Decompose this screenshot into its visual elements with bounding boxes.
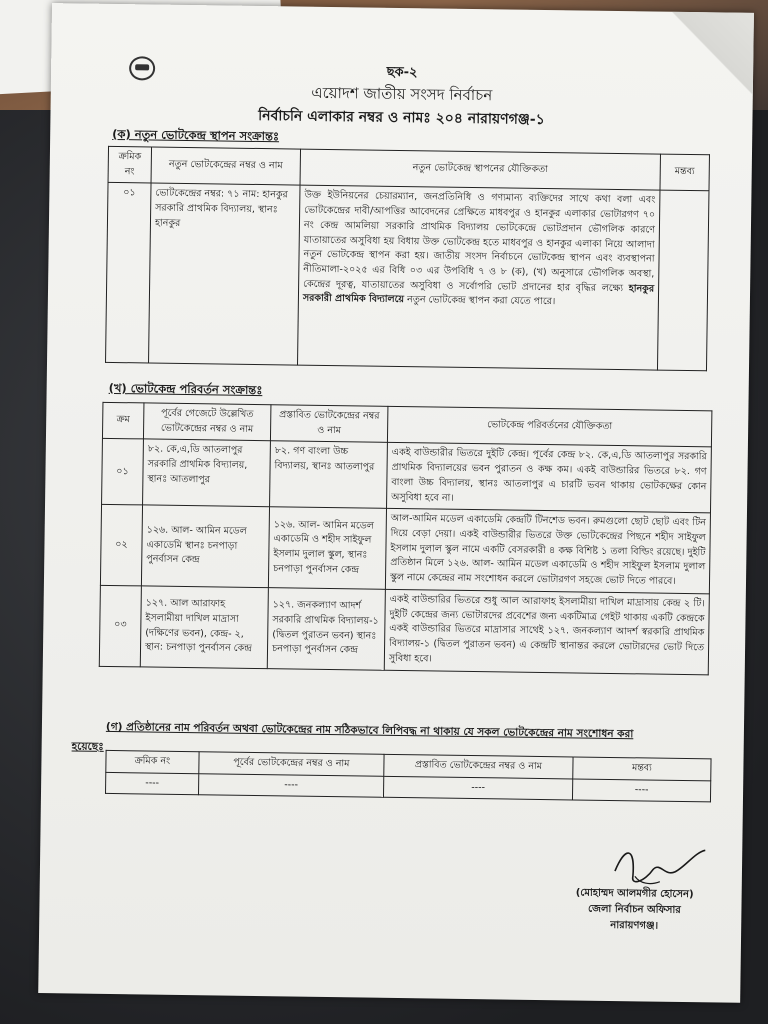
cell-proposed: ---- <box>383 776 572 800</box>
signatory-designation: জেলা নির্বাচন অফিসার <box>587 903 681 916</box>
reason-end-text: নতুন ভোটকেন্দ্র স্থাপন করা যেতে পারে। <box>406 294 556 308</box>
cell-remark <box>657 191 709 372</box>
table-row <box>100 505 710 594</box>
section-c-title <box>106 720 746 746</box>
section-a-title <box>112 126 279 147</box>
cell-reason <box>297 186 659 371</box>
col-reason: নতুন ভোটকেন্দ্র স্থাপনের যৌক্তিকতা <box>300 149 660 190</box>
col-serial: ক্রম <box>102 402 144 439</box>
signatory-name: (মোহাম্মদ আলমগীর হোসেন) <box>575 887 694 901</box>
signature-block <box>559 885 710 935</box>
cell-new-centre: ভোটকেন্দ্রের নম্বর: ৭১ নাম: হানকুর সরকারি প্রাথমিক বিদ্যালয়, স্থানঃ হানকুর <box>149 183 300 365</box>
new-centre-table <box>105 146 710 372</box>
cell-proposed: ১২৭. জনকল্যাণ আদর্শ সরকারি প্রাথমিক বিদ্যালয়-১ (দ্বিতল পুরাতন ভবন) স্থানঃ চনপাড়া পুনর্বাসন কেন্দ্র <box>267 588 385 670</box>
col-remark: মন্তব্য <box>573 757 711 781</box>
reason-text: উক্ত ইউনিয়নের চেয়ারম্যান, জনপ্রতিনিধি ও গণ্যমান্য ব্যক্তিদের সাথে কথা বলা এবং ভোটকেন্দ্রের দাবী/আপত্তির আবেদনের প্রেক্ষিতে মাধবপুর ও হানকুর এলাকার ভোটারগণ ৭০ নং কেন্দ্র আমলিয়া সরকারি প্রাথমিক বিদ্যালয় ভোটকেন্দ্রে ভোটপ্রদান ভৌগলিক কারণে যাতায়াতের অসুবিধা হয় বিধায় উক্ত ভোটকেন্দ্র হতে মাধবপুর ও হানকুর এলাকা নিয়ে আলাদা নতুন ভোটকেন্দ্র স্থাপন করা হয়। জাতীয় সংসদ নির্বাচনে ভোটকেন্দ্র স্থাপন এবং ব্যবস্থাপনা নীতিমালা-২০২৫ এর বিধি ০৩ এর উপবিধি ৭ ও ৮ (ক), (খ) অনুসারে ভৌগলিক অবস্থা, কেন্দ্রের দূরত্ব, যাতায়াতের অসুবিধা ও সর্বোপরি ভোট প্রদানের হার বৃদ্ধির লক্ষ্যে <box>303 190 656 294</box>
cell-previous: ১২৭. আল আরাফাহ ইসলামীয়া দাখিল মাদ্রাসা (দক্ষিণের ভবন), কেন্দ্র- ২, স্থান: চনপাড়া পুনর্বাসন কেন্দ্র <box>140 586 268 668</box>
col-new-centre: নতুন ভোটকেন্দ্রের নম্বর ও নাম <box>151 147 300 186</box>
col-proposed: প্রস্তাবিত ভোটকেন্দ্রের নম্বর ও নাম <box>270 405 387 443</box>
cell-reason: একই বাউন্ডারির ভিতরে শুধু আল আরাফাহ ইসলামীয়া দাখিল মাদ্রাসায় কেন্দ্র ২ টি। দুইটি কেন্দ্রের জন্য ভোটারদের প্রবেশের জন্য একটিমাত্র গেইট থাকায় একটি কেন্দ্রকে একই বাউন্ডারির ভিতরে মাদ্রাসার সাথেই ১২৭. জনকল্যাণ আদর্শ স্বরকারি প্রাথমিক বিদ্যালয়-১ (দ্বিতল পুরাতন ভবন) এ কেন্দ্রটি স্থানান্তর করলে ভোটারদের ভোট দিতে সুবিধা হবে। <box>384 589 709 674</box>
centre-change-table <box>99 402 713 675</box>
cell-serial: ---- <box>105 772 198 795</box>
table-row <box>99 585 709 674</box>
cell-proposed: ১২৬. আল- আমিন মডেল একাডেমি ও শহীদ সাইফুল ইসলাম দুলাল স্কুল, স্থানঃ চনপাড়া পুনর্বাসন কেন্দ্র <box>268 507 386 589</box>
table-row <box>106 183 709 371</box>
reason-bold-text: হানকুর সরকারী প্রাথমিক বিদ্যালয়ে <box>302 282 655 306</box>
cell-previous: ৮২. কে,এ,ডি আতলাপুর সরকারি প্রাথমিক বিদ্যালয়, স্থানঃ আতলাপুর <box>143 439 271 507</box>
section-a-title-text: (ক) নতুন ভোটকেন্দ্র স্থাপন সংক্রান্তঃ <box>112 126 280 144</box>
table-row <box>102 439 712 513</box>
document-page <box>38 3 754 1003</box>
signatory-district: নারায়ণগঞ্জ। <box>610 919 659 932</box>
cell-previous: ---- <box>198 773 383 797</box>
col-proposed: প্রস্তাবিত ভোটকেন্দ্রের নম্বর ও নাম <box>384 754 573 778</box>
col-previous: পূর্বের গেজেটে উল্লেখিত ভোটকেন্দ্রের নম্বর ও নাম <box>143 403 270 441</box>
handwritten-signature <box>605 841 716 893</box>
cell-proposed: ৮২. গণ বাংলা উচ্চ বিদ্যালয়, স্থানঃ আতলাপুর <box>270 441 388 509</box>
col-remark: মন্তব্য <box>660 154 710 191</box>
section-b-title-text: (খ) ভোটকেন্দ্র পরিবর্তন সংক্রান্তঃ <box>108 380 263 398</box>
name-correction-table <box>105 750 712 803</box>
section-b-title <box>109 380 263 401</box>
cell-remark: ---- <box>572 779 710 803</box>
section-c-title-text: (গ) প্রতিষ্ঠানের নাম পরিবর্তন অথবা ভোটকেন্দ্রের নাম সঠিকভাবে লিপিবদ্ধ না থাকায় যে সকল ভোটকেন্দ্রের নাম সংশোধন করা <box>105 720 634 741</box>
constituency-title: নির্বাচনি এলাকার নম্বর ও নামঃ ২০৪ নারায়ণগঞ্জ-১ <box>258 107 545 128</box>
section-c-title-cont <box>72 739 104 756</box>
col-serial: ক্রমিক নং <box>108 146 152 183</box>
cell-reason: একই বাউন্ডারীর ভিতরে দুইটি কেন্দ্র। পূর্বের কেন্দ্র ৮২. কে,এ,ডি আতলাপুর সরকারি প্রাথমিক বিদ্যালয়ের ভবন পুরাতন ও কক্ষ কম। একই বাউন্ডারির ভিতরে ৮২. গণ বাংলা উচ্চ বিদ্যালয়, স্থানঃ আতলাপুর এ চারটি ভবন থাকায় ভোটকক্ষের কোন অসুবিধা হবে না। <box>387 443 712 513</box>
col-previous: পূর্বের ভোটকেন্দ্রের নম্বর ও নাম <box>199 752 384 776</box>
cell-serial: ০২ <box>100 505 142 586</box>
cell-serial: ০৩ <box>99 585 141 666</box>
election-title: এয়োদশ জাতীয় সংসদ নির্বাচন <box>311 83 493 105</box>
cell-serial: ০১ <box>106 183 152 364</box>
cell-reason: আল-আমিন মডেল একাডেমি কেন্দ্রটি টিনশেড ভবন। রুমগুলো ছোট ছোট এবং টিন দিয়ে বেড়া দেয়া। একই বাউন্ডারীর ভিতরে উক্ত ভোটকেন্দ্রের পিছনে শহীদ সাইফুল ইসলাম দুলাল স্কুল নামে একটি বেসরকারী ৪ কক্ষ বিশিষ্ট ১ তলা বিল্ডিং রয়েছে। দুইটি প্রতিষ্ঠান মিলে ১২৬. আল- আমিন মডেল একাডেমি ও শহীদ সাইফুল ইসলাম দুলাল স্কুল নামে কেন্দ্রের নাম সংশোধন করলে ভোটারগণ সহজে ভোট দিতে পারবে। <box>385 509 710 594</box>
col-serial: ক্রমিক নং <box>106 750 199 773</box>
cell-previous: ১২৬. আল- আমিন মডেল একাডেমি স্থানঃ চনপাড়া পুনর্বাসন কেন্দ্র <box>141 505 269 587</box>
section-c-title-cont-text: হয়েছেঃ <box>71 740 104 753</box>
cell-serial: ০১ <box>102 439 144 505</box>
appendix-label: ছক-২ <box>386 64 418 81</box>
col-reason: ভোটকেন্দ্র পরিবর্তনের যৌক্তিকতা <box>387 406 711 447</box>
